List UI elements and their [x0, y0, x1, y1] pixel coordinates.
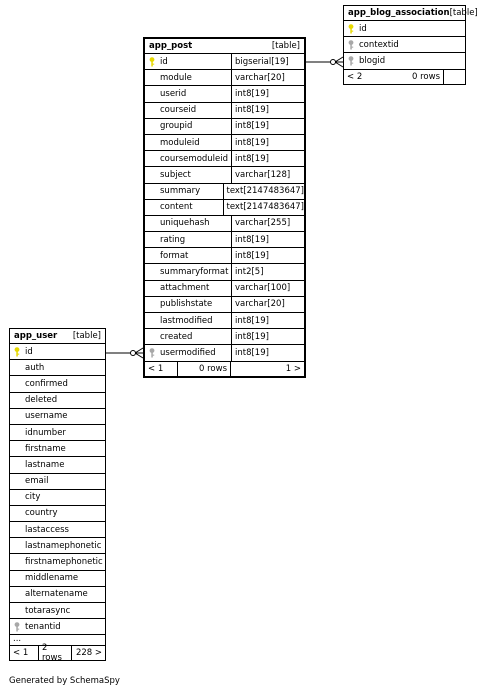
- column-name: confirmed: [25, 378, 68, 389]
- column-name-cell: [145, 119, 231, 134]
- column-row-firstnamephonetic[interactable]: [10, 554, 105, 570]
- table-footer: [344, 70, 465, 84]
- column-name: firstnamephonetic: [25, 557, 103, 568]
- column-name: blogid: [359, 55, 386, 66]
- column-row-tenantid[interactable]: [10, 619, 105, 635]
- column-name: content: [160, 202, 193, 213]
- column-type-cell: [231, 151, 304, 166]
- column-row-created[interactable]: [145, 329, 304, 345]
- column-name: id: [160, 56, 168, 67]
- footer-parents: < 1: [145, 362, 178, 376]
- column-name-cell: [145, 232, 231, 247]
- table-name[interactable]: app_blog_association: [348, 8, 450, 18]
- column-name: lastaccess: [25, 524, 69, 535]
- column-name: userid: [160, 88, 187, 99]
- column-name-cell: [10, 538, 105, 553]
- index-key-icon: [149, 348, 160, 358]
- column-name-cell: [145, 345, 231, 360]
- column-type-cell: [231, 281, 304, 296]
- table-footer: [145, 362, 304, 376]
- column-name-cell: [10, 619, 105, 634]
- column-name-cell: [145, 103, 231, 118]
- column-row-blogid[interactable]: [344, 53, 465, 69]
- column-name: country: [25, 508, 58, 519]
- column-name-cell: [10, 603, 105, 618]
- column-name-cell: [10, 474, 105, 489]
- column-row-confirmed[interactable]: [10, 376, 105, 392]
- column-row-username[interactable]: [10, 409, 105, 425]
- column-type: varchar[20]: [235, 72, 285, 83]
- column-row-lastnamephonetic[interactable]: [10, 538, 105, 554]
- column-type-cell: [231, 264, 304, 279]
- relationship-user-to-post: [106, 348, 143, 358]
- column-type: int8[19]: [235, 88, 269, 99]
- column-name-cell: [145, 329, 231, 344]
- table-kind: [table]: [449, 8, 478, 18]
- column-type: int8[19]: [235, 121, 269, 132]
- column-type-cell: [223, 200, 305, 215]
- column-row-lastaccess[interactable]: [10, 522, 105, 538]
- generated-by-credit: Generated by SchemaSpy: [9, 676, 120, 686]
- column-name-cell: [10, 522, 105, 537]
- more-columns-ellipsis: ...: [10, 635, 105, 646]
- column-row-format[interactable]: [145, 248, 304, 264]
- table-app-post[interactable]: [143, 37, 306, 378]
- column-type-cell: [231, 345, 304, 360]
- column-name-cell: [344, 53, 465, 68]
- column-type: int8[19]: [235, 250, 269, 261]
- column-type-cell: [231, 70, 304, 85]
- column-row-uniquehash[interactable]: [145, 216, 304, 232]
- column-row-lastname[interactable]: [10, 457, 105, 473]
- column-row-contextid[interactable]: [344, 37, 465, 53]
- column-type-cell: [231, 297, 304, 312]
- column-name: city: [25, 492, 41, 503]
- column-name: email: [25, 476, 49, 487]
- column-name-cell: [145, 281, 231, 296]
- column-row-auth[interactable]: [10, 360, 105, 376]
- column-name-cell: [344, 37, 465, 52]
- column-row-courseid[interactable]: [145, 103, 304, 119]
- column-type: varchar[255]: [235, 218, 291, 229]
- column-list: [344, 21, 465, 70]
- column-name: alternatename: [25, 589, 88, 600]
- column-type: bigserial[19]: [235, 56, 289, 67]
- column-type-cell: [231, 86, 304, 101]
- column-type-cell: [231, 119, 304, 134]
- column-row-module[interactable]: [145, 70, 304, 86]
- column-row-email[interactable]: [10, 474, 105, 490]
- index-key-icon: [348, 56, 359, 66]
- column-row-subject[interactable]: [145, 167, 304, 183]
- column-name: totarasync: [25, 605, 71, 616]
- column-row-firstname[interactable]: [10, 441, 105, 457]
- column-type-cell: [231, 135, 304, 150]
- footer-children: 228 >: [71, 646, 105, 660]
- column-name-cell: [145, 184, 223, 199]
- primary-key-icon: [14, 347, 25, 357]
- table-header: [344, 6, 478, 21]
- column-name: moduleid: [160, 137, 200, 148]
- column-row-coursemoduleid[interactable]: [145, 151, 304, 167]
- column-type: int8[19]: [235, 153, 269, 164]
- column-list: [145, 54, 304, 362]
- table-app-user[interactable]: [9, 328, 106, 664]
- column-row-alternatename[interactable]: [10, 587, 105, 603]
- column-type-cell: [231, 313, 304, 328]
- column-name-cell: [10, 441, 105, 456]
- footer-row-count: 0 rows: [199, 363, 227, 374]
- column-name: rating: [160, 234, 186, 245]
- column-name: idnumber: [25, 427, 66, 438]
- footer-row-count: 0 rows: [412, 71, 440, 82]
- column-row-country[interactable]: [10, 506, 105, 522]
- column-name: id: [25, 346, 33, 357]
- column-name: attachment: [160, 283, 210, 294]
- column-row-publishstate[interactable]: [145, 297, 304, 313]
- column-type-cell: [231, 216, 304, 231]
- column-type: int8[19]: [235, 331, 269, 342]
- column-name: tenantid: [25, 621, 61, 632]
- column-type: int8[19]: [235, 347, 269, 358]
- column-name-cell: [10, 360, 105, 375]
- column-type: int8[19]: [235, 105, 269, 116]
- column-row-lastmodified[interactable]: [145, 313, 304, 329]
- column-name-cell: [145, 200, 223, 215]
- column-name: contextid: [359, 39, 399, 50]
- column-name-cell: [145, 313, 231, 328]
- column-type: text[2147483647]: [226, 202, 304, 213]
- column-name-cell: [10, 490, 105, 505]
- index-key-icon: [14, 622, 25, 632]
- column-name-cell: [10, 554, 105, 569]
- table-kind: [table]: [271, 41, 300, 51]
- column-type-cell: [231, 329, 304, 344]
- index-key-icon: [348, 40, 359, 50]
- column-row-rating[interactable]: [145, 232, 304, 248]
- column-name: format: [160, 250, 189, 261]
- column-name: id: [359, 23, 367, 34]
- column-type: int2[5]: [235, 267, 264, 278]
- column-name: module: [160, 72, 192, 83]
- column-name-cell: [145, 167, 231, 182]
- column-name-cell: [145, 54, 231, 69]
- column-name: courseid: [160, 105, 197, 116]
- table-name[interactable]: app_user: [14, 331, 58, 341]
- column-name: auth: [25, 362, 45, 373]
- column-row-id[interactable]: [344, 21, 465, 37]
- column-name-cell: [145, 86, 231, 101]
- column-type-cell: [231, 248, 304, 263]
- column-list: [10, 344, 105, 635]
- column-type: varchar[100]: [235, 283, 291, 294]
- primary-key-icon: [149, 57, 160, 67]
- column-type: varchar[20]: [235, 299, 285, 310]
- column-name-cell: [145, 216, 231, 231]
- column-row-id[interactable]: [145, 54, 304, 70]
- column-row-id[interactable]: [10, 344, 105, 360]
- table-header: [145, 39, 304, 54]
- footer-children: 1 >: [230, 362, 304, 376]
- column-row-idnumber[interactable]: [10, 425, 105, 441]
- column-type-cell: [231, 232, 304, 247]
- column-type-cell: [231, 54, 304, 69]
- column-name: summaryformat: [160, 267, 229, 278]
- column-type: int8[19]: [235, 315, 269, 326]
- column-name-cell: [10, 587, 105, 602]
- column-name: deleted: [25, 395, 58, 406]
- column-row-usermodified[interactable]: [145, 345, 304, 361]
- column-row-middlename[interactable]: [10, 571, 105, 587]
- footer-parents: < 2: [347, 71, 363, 82]
- column-type: text[2147483647]: [226, 186, 304, 197]
- column-name-cell: [145, 135, 231, 150]
- column-name-cell: [145, 70, 231, 85]
- column-type-cell: [223, 184, 305, 199]
- footer-parents: < 1: [10, 646, 39, 660]
- table-footer: [10, 643, 105, 664]
- column-type: int8[19]: [235, 234, 269, 245]
- column-name-cell: [10, 393, 105, 408]
- column-name: lastnamephonetic: [25, 540, 102, 551]
- column-name-cell: [344, 21, 465, 36]
- primary-key-icon: [348, 24, 359, 34]
- column-row-groupid[interactable]: [145, 119, 304, 135]
- column-name-cell: [10, 571, 105, 586]
- column-name: middlename: [25, 573, 79, 584]
- column-name: lastname: [25, 459, 65, 470]
- column-row-totarasync[interactable]: [10, 603, 105, 619]
- column-name-cell: [145, 248, 231, 263]
- column-row-attachment[interactable]: [145, 281, 304, 297]
- column-type-cell: [231, 103, 304, 118]
- column-name: subject: [160, 169, 191, 180]
- table-header: [10, 329, 105, 344]
- footer-children: [443, 70, 465, 84]
- column-name-cell: [10, 376, 105, 391]
- column-row-summary[interactable]: [145, 184, 304, 200]
- table-name[interactable]: app_post: [149, 41, 193, 51]
- column-type-cell: [231, 167, 304, 182]
- column-name-cell: [145, 297, 231, 312]
- column-row-content[interactable]: [145, 200, 304, 216]
- column-name-cell: [145, 264, 231, 279]
- column-name: username: [25, 411, 68, 422]
- column-row-moduleid[interactable]: [145, 135, 304, 151]
- column-name: coursemoduleid: [160, 153, 229, 164]
- table-app-blog-association[interactable]: [343, 5, 478, 85]
- table-kind: [table]: [72, 331, 101, 341]
- column-name: firstname: [25, 443, 66, 454]
- column-row-summaryformat[interactable]: [145, 264, 304, 280]
- column-name-cell: [145, 151, 231, 166]
- column-row-city[interactable]: [10, 490, 105, 506]
- relationship-post-to-blog-association: [306, 57, 343, 67]
- column-name-cell: [10, 506, 105, 521]
- column-name: lastmodified: [160, 315, 213, 326]
- column-name: usermodified: [160, 347, 216, 358]
- column-name-cell: [10, 425, 105, 440]
- column-name-cell: [10, 409, 105, 424]
- column-name: publishstate: [160, 299, 213, 310]
- column-row-userid[interactable]: [145, 86, 304, 102]
- column-name: uniquehash: [160, 218, 210, 229]
- column-type: int8[19]: [235, 137, 269, 148]
- column-row-deleted[interactable]: [10, 393, 105, 409]
- column-type: varchar[128]: [235, 169, 291, 180]
- column-name: created: [160, 331, 193, 342]
- column-name-cell: [10, 457, 105, 472]
- column-name-cell: [10, 344, 105, 359]
- footer-row-count: 2 rows: [42, 643, 62, 664]
- column-name: summary: [160, 186, 201, 197]
- column-name: groupid: [160, 121, 193, 132]
